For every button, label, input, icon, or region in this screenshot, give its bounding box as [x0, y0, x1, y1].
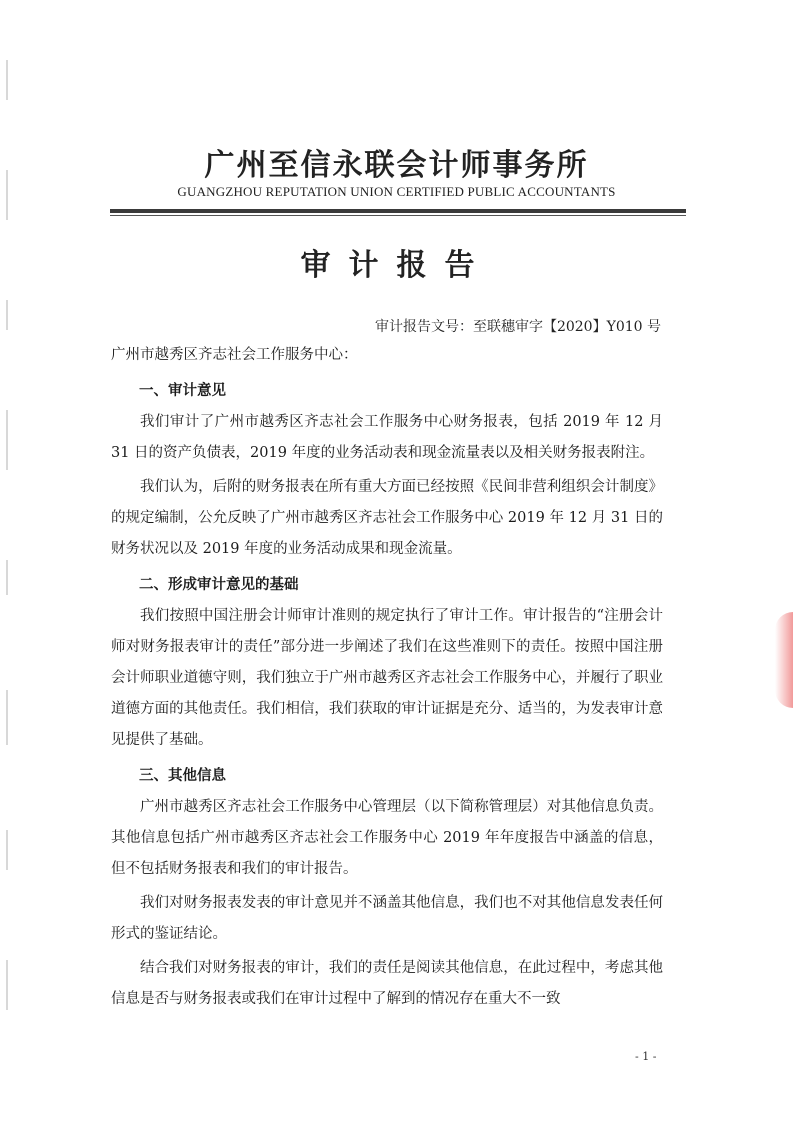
header-rule-thick	[110, 209, 686, 213]
paragraph: 广州市越秀区齐志社会工作服务中心管理层（以下简称管理层）对其他信息负责。其他信息包括广州市越秀区齐志社会工作服务中心 2019 年年度报告中涵盖的信息，但不包括财务报表和我们的审计报告。	[111, 799, 663, 877]
report-body	[111, 340, 663, 1018]
paragraph: 我们对财务报表发表的审计意见并不涵盖其他信息，我们也不对其他信息发表任何形式的鉴证结论。	[111, 895, 663, 942]
red-seal-fragment	[775, 612, 793, 708]
firm-name-cn: 广州至信永联会计师事务所	[204, 148, 589, 183]
paragraph: 我们审计了广州市越秀区齐志社会工作服务中心财务报表，包括 2019 年 12 月 31 日的资产负债表，2019 年度的业务活动表和现金流量表以及相关财务报表附注。	[111, 414, 663, 461]
firm-name-en: GUANGZHOU REPUTATION UNION CERTIFIED PUBLIC ACCOUNTANTS	[177, 184, 616, 199]
binding-mark	[6, 560, 8, 595]
addressee: 广州市越秀区齐志社会工作服务中心：	[111, 347, 358, 363]
paragraph: 结合我们对财务报表的审计，我们的责任是阅读其他信息，在此过程中，考虑其他信息是否与财务报表或我们在审计过程中了解到的情况存在重大不一致	[111, 960, 663, 1007]
page-number: - 1 -	[635, 1050, 657, 1063]
report-doc-number: 审计报告文号：至联穗审字【2020】Y010 号	[374, 319, 661, 335]
binding-mark	[6, 830, 8, 870]
report-title: 审计报告	[300, 248, 493, 283]
header-rule-thin	[110, 215, 686, 216]
binding-mark	[6, 960, 8, 1010]
section-heading-other-info: 三、其他信息	[139, 768, 226, 784]
binding-mark	[6, 300, 8, 330]
section-heading-basis: 二、形成审计意见的基础	[139, 577, 299, 593]
paragraph: 我们按照中国注册会计师审计准则的规定执行了审计工作。审计报告的“注册会计师对财务报表审计的责任”部分进一步阐述了我们在这些准则下的责任。按照中国注册会计师职业道德守则，我们独立于广州市越秀区齐志社会工作服务中心，并履行了职业道德方面的其他责任。我们相信，我们获取的审计证据是充分、适当的，为发表审计意见提供了基础。	[111, 608, 663, 748]
paragraph: 我们认为，后附的财务报表在所有重大方面已经按照《民间非营利组织会计制度》的规定编制，公允反映了广州市越秀区齐志社会工作服务中心 2019 年 12 月 31 日的财务状况以及 2019 年度的业务活动成果和现金流量。	[111, 479, 663, 557]
binding-mark	[6, 410, 8, 470]
binding-mark	[6, 60, 8, 100]
section-heading-opinion: 一、审计意见	[139, 383, 226, 399]
binding-mark	[6, 690, 8, 745]
